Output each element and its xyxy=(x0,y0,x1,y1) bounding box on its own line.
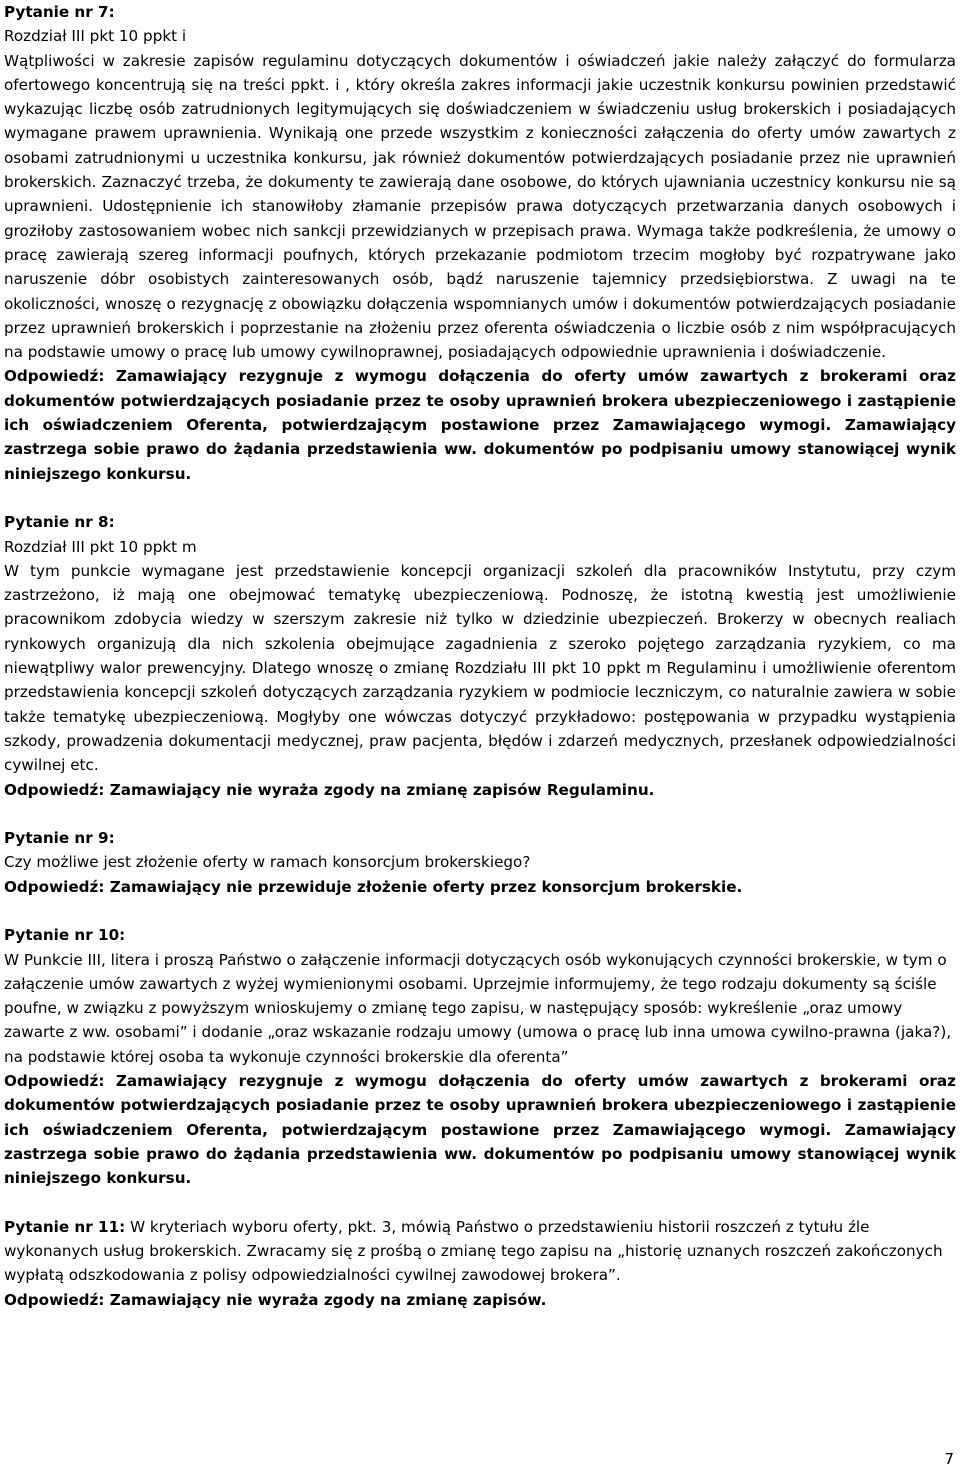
question-body: W kryteriach wyboru oferty, pkt. 3, mówią Państwo o przedstawieniu historii roszczeń z tytułu źle wykonanych usług brokerskich. Zwracamy się z prośbą o zmianę tego zapisu na „historię uznanych roszczeń zakończonych wypłatą odszkodowania z polisy odpowiedzialności cywilnej zawodowej brokera”. xyxy=(4,1217,943,1285)
question-title: Pytanie nr 11: xyxy=(4,1217,126,1236)
spacer xyxy=(4,899,956,923)
answer-text: Odpowiedź: Zamawiający nie przewiduje złożenie oferty przez konsorcjum brokerskie. xyxy=(4,877,743,896)
answer-text: Odpowiedź: Zamawiający rezygnuje z wymogu dołączenia do oferty umów zawartych z brokerami oraz dokumentów potwierdzających posiadanie przez te osoby uprawnień brokera ubezpieczeniowego i zastąpienie ich oświadczeniem Oferenta, potwierdzającym postawione przez Zamawiającego wymogi. Zamawiający zastrzega sobie prawo do żądania przedstawienia ww. dokumentów po podpisaniu umowy stanowiącej wynik niniejszego konkursu. xyxy=(4,1072,956,1188)
question-title: Pytanie nr 9: xyxy=(4,829,115,848)
spacer xyxy=(4,802,956,826)
question-reference: Rozdział III pkt 10 ppkt m xyxy=(4,537,197,556)
question-body: Wątpliwości w zakresie zapisów regulaminu dotyczących dokumentów i oświadczeń jakie należy załączyć do formularza ofertowego koncentrują się na treści ppkt. i , który określa zakres informacji jakie uczestnik konkursu powinien przedstawić wykazując liczbę osób zatrudnionych legitymujących się doświadczeniem w świadczeniu usług brokerskich i posiadających wymagane prawem uprawnienia. Wynikają one przede wszystkim z konieczności załączenia do oferty umów zawartych z osobami zatrudnionymi u uczestnika konkursu, jak również dokumentów potwierdzających posiadanie przez nie uprawnień brokerskich. Zaznaczyć trzeba, że dokumenty te zawierają dane osobowe, do których ujawniania uczestnicy konkursu nie są uprawnieni. Udostępnienie ich stanowiłoby złamanie przepisów prawa dotyczących przetwarzania danych osobowych i groziłoby zastosowaniem wobec nich sankcji przewidzianych w przepisach prawa. Wymaga także podkreślenia, że umowy o pracę zawierają szereg informacji poufnych, których przekazanie podmiotom trzecim mogłoby być rozpatrywane jako naruszenie dóbr osobistych zainteresowanych osób, bądź naruszenie tajemnicy przedsiębiorstwa. Z uwagi na te okoliczności, wnoszę o rezygnację z obowiązku dołączenia wspomnianych umów i dokumentów potwierdzających posiadanie przez uprawnień brokerskich i poprzestanie na złożeniu przez oferenta oświadczenia o liczbie osób z nim współpracujących na podstawie umowy o pracę lub umowy cywilnoprawnej, posiadających odpowiednie uprawnienia i doświadczenie. xyxy=(4,51,956,362)
question-9 xyxy=(4,826,956,899)
question-body: Czy możliwe jest złożenie oferty w ramach konsorcjum brokerskiego? xyxy=(4,853,531,872)
question-body: W Punkcie III, litera i proszą Państwo o załączenie informacji dotyczących osób wykonujących czynności brokerskie, w tym o załączenie umów zawartych z wyżej wymienionymi osobami. Uprzejmie informujemy, że tego rodzaju dokumenty są ściśle poufne, w związku z powyższym wnioskujemy o zmianę tego zapisu, w następujący sposób: wykreślenie „oraz umowy zawarte z ww. osobami” i dodanie „oraz wskazanie rodzaju umowy (umowa o pracę lub inna umowa cywilno-prawna (jaka?), na podstawie której osoba ta wykonuje czynności brokerskie dla oferenta” xyxy=(4,950,952,1066)
question-8 xyxy=(4,510,956,802)
question-reference: Rozdział III pkt 10 ppkt i xyxy=(4,27,187,46)
answer-text: Odpowiedź: Zamawiający nie wyraża zgody na zmianę zapisów. xyxy=(4,1290,547,1309)
spacer xyxy=(4,1191,956,1215)
question-paragraph xyxy=(4,1215,956,1288)
question-7 xyxy=(4,0,956,486)
question-body: W tym punkcie wymagane jest przedstawienie koncepcji organizacji szkoleń dla pracowników Instytutu, przy czym zastrzeżono, iż mają one obejmować tematykę ubezpieczeniową. Podnoszę, że istotną kwestią jest umożliwienie pracownikom zdobycia wiedzy w szerszym zakresie niż tylko w dziedzinie ubezpieczeń. Brokerzy w obecnych realiach rynkowych organizują dla nich szkolenia obejmujące zagadnienia z szeroko pojętego zarządzania ryzykiem, co ma niewątpliwy walor prewencyjny. Dlatego wnoszę o zmianę Rozdziału III pkt 10 ppkt m Regulaminu i umożliwienie oferentom przedstawienia koncepcji szkoleń dotyczących zarządzania ryzykiem w podmiocie leczniczym, co naturalnie zawiera w sobie także tematykę ubezpieczeniową. Mogłyby one wówczas dotyczyć przykładowo: postępowania w przypadku wystąpienia szkody, prowadzenia dokumentacji medycznej, praw pacjenta, błędów i zdarzeń medycznych, przesłanek odpowiedzialności cywilnej etc. xyxy=(4,561,956,775)
question-11 xyxy=(4,1215,956,1312)
spacer xyxy=(4,486,956,510)
question-title: Pytanie nr 7: xyxy=(4,3,115,21)
question-title: Pytanie nr 10: xyxy=(4,926,126,945)
page-number: 7 xyxy=(944,1450,954,1468)
question-title: Pytanie nr 8: xyxy=(4,513,115,532)
answer-text: Odpowiedź: Zamawiający rezygnuje z wymogu dołączenia do oferty umów zawartych z brokerami oraz dokumentów potwierdzających posiadanie przez te osoby uprawnień brokera ubezpieczeniowego i zastąpienie ich oświadczeniem Oferenta, potwierdzającym postawione przez Zamawiającego wymogi. Zamawiający zastrzega sobie prawo do żądania przedstawienia ww. dokumentów po podpisaniu umowy stanowiącej wynik niniejszego konkursu. xyxy=(4,367,956,483)
question-10 xyxy=(4,923,956,1190)
answer-text: Odpowiedź: Zamawiający nie wyraża zgody na zmianę zapisów Regulaminu. xyxy=(4,780,655,799)
